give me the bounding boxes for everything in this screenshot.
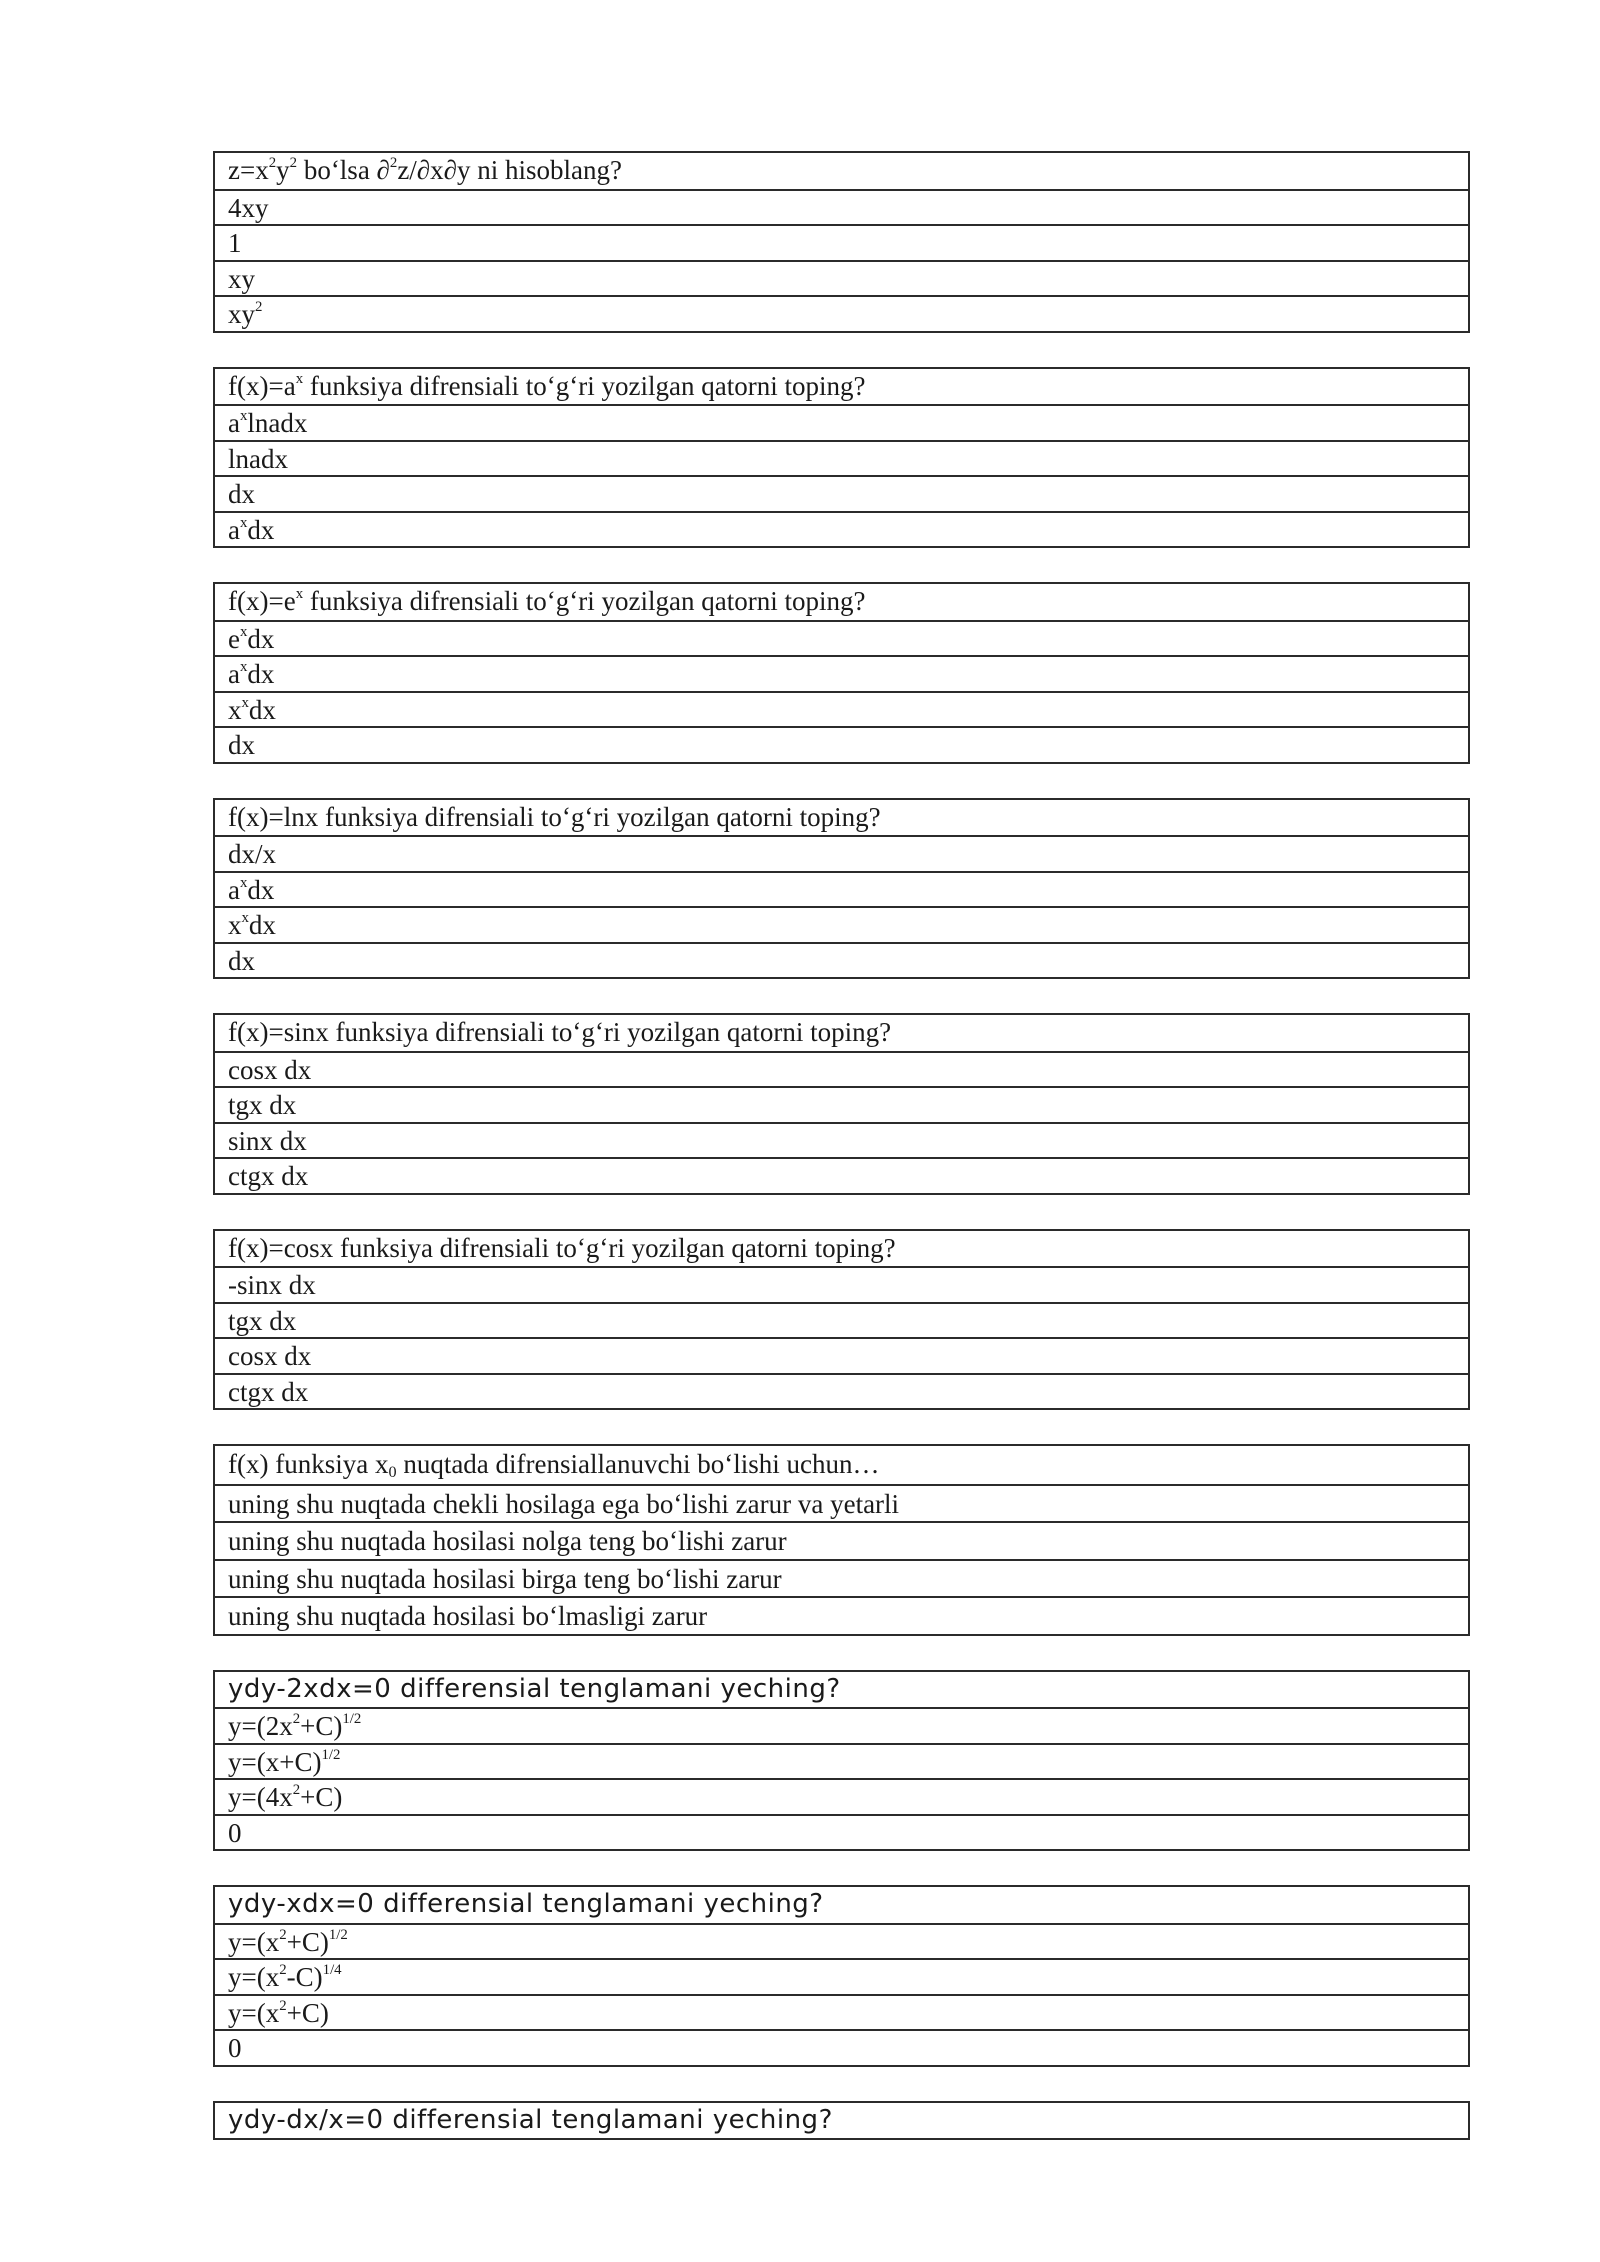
question-text: f(x) funksiya $x_0$ nuqtada difrensiallanuvchi bo‘lishi uchun… xyxy=(228,1449,880,1482)
question-text: ydy-2xdx=0 differensial tenglamani yeching? xyxy=(228,1673,841,1704)
answer-option: 1 xyxy=(215,224,1468,260)
question-text: f(x)=sinx funksiya difrensiali to‘g‘ri yozilgan qatorni toping? xyxy=(228,1017,892,1047)
question-text: ydy-dx/x=0 differensial tenglamani yeching? xyxy=(228,2104,833,2135)
answer-option: -sinx dx xyxy=(215,1266,1468,1302)
question-block xyxy=(213,367,1470,549)
question-block xyxy=(213,1229,1470,1411)
question-text: $f(x)=e^x$ funksiya difrensiali to‘g‘ri yozilgan qatorni toping? xyxy=(228,586,866,616)
answer-option: $y=(4x^2+C)$ xyxy=(215,1778,1468,1814)
quiz-list xyxy=(213,151,1470,2174)
question-text: $z=x^2y^2$ bo‘lsa ∂$^2$z/∂x∂y ni hisoblang? xyxy=(228,155,622,185)
answer-option: xy xyxy=(215,260,1468,296)
answer-option: $a^xdx$ xyxy=(215,871,1468,907)
answer-option: $y=(2x^2+C)^{1/2}$ xyxy=(215,1707,1468,1743)
answer-option: 0 xyxy=(215,2029,1468,2065)
answer-option: $a^xdx$ xyxy=(215,655,1468,691)
answer-option: tgx dx xyxy=(215,1302,1468,1338)
answer-option: tgx dx xyxy=(215,1086,1468,1122)
answer-option: $x^xdx$ xyxy=(215,691,1468,727)
question-block xyxy=(213,2101,1470,2141)
question-block xyxy=(213,582,1470,764)
question-block xyxy=(213,798,1470,980)
answer-option: cosx dx xyxy=(215,1337,1468,1373)
answer-option: lnadx xyxy=(215,440,1468,476)
answer-option: uning shu nuqtada hosilasi birga teng bo‘lishi zarur xyxy=(215,1559,1468,1597)
answer-option: uning shu nuqtada hosilasi bo‘lmasligi zarur xyxy=(215,1596,1468,1634)
answer-option: $e^xdx$ xyxy=(215,620,1468,656)
question-block xyxy=(213,1885,1470,2067)
question-block xyxy=(213,151,1470,333)
answer-option: uning shu nuqtada chekli hosilaga ega bo‘lishi zarur va yetarli xyxy=(215,1484,1468,1522)
answer-option: sinx dx xyxy=(215,1122,1468,1158)
question-block xyxy=(213,1670,1470,1852)
question-text: f(x)=lnx funksiya difrensiali to‘g‘ri yozilgan qatorni toping? xyxy=(228,801,881,832)
question-block xyxy=(213,1013,1470,1195)
answer-option: dx/x xyxy=(215,835,1468,871)
answer-option: $xy^2$ xyxy=(215,295,1468,331)
question-block xyxy=(213,1444,1470,1636)
answer-option: $y=(x^2+C)$ xyxy=(215,1994,1468,2030)
answer-option: $x^xdx$ xyxy=(215,906,1468,942)
answer-option: dx xyxy=(215,726,1468,762)
answer-option: $a^xdx$ xyxy=(215,511,1468,547)
answer-option: $y=(x^2-C)^{1/4}$ xyxy=(215,1958,1468,1994)
question-text: f(x)=cosx funksiya difrensiali to‘g‘ri yozilgan qatorni toping? xyxy=(228,1232,896,1263)
answer-option: dx xyxy=(215,942,1468,978)
answer-option: ctgx dx xyxy=(215,1157,1468,1193)
question-text: $f(x)=a^x$ funksiya difrensiali to‘g‘ri yozilgan qatorni toping? xyxy=(228,370,866,401)
answer-option: $a^xlnadx$ xyxy=(215,404,1468,440)
answer-option: cosx dx xyxy=(215,1051,1468,1087)
answer-option: 4xy xyxy=(215,189,1468,225)
question-text: ydy-xdx=0 differensial tenglamani yeching? xyxy=(228,1889,824,1919)
answer-option: $y=(x^2+C)^{1/2}$ xyxy=(215,1923,1468,1959)
answer-option: $y=(x+C)^{1/2}$ xyxy=(215,1743,1468,1779)
answer-option: 0 xyxy=(215,1814,1468,1850)
answer-option: dx xyxy=(215,475,1468,511)
answer-option: ctgx dx xyxy=(215,1373,1468,1409)
answer-option: uning shu nuqtada hosilasi nolga teng bo‘lishi zarur xyxy=(215,1521,1468,1559)
